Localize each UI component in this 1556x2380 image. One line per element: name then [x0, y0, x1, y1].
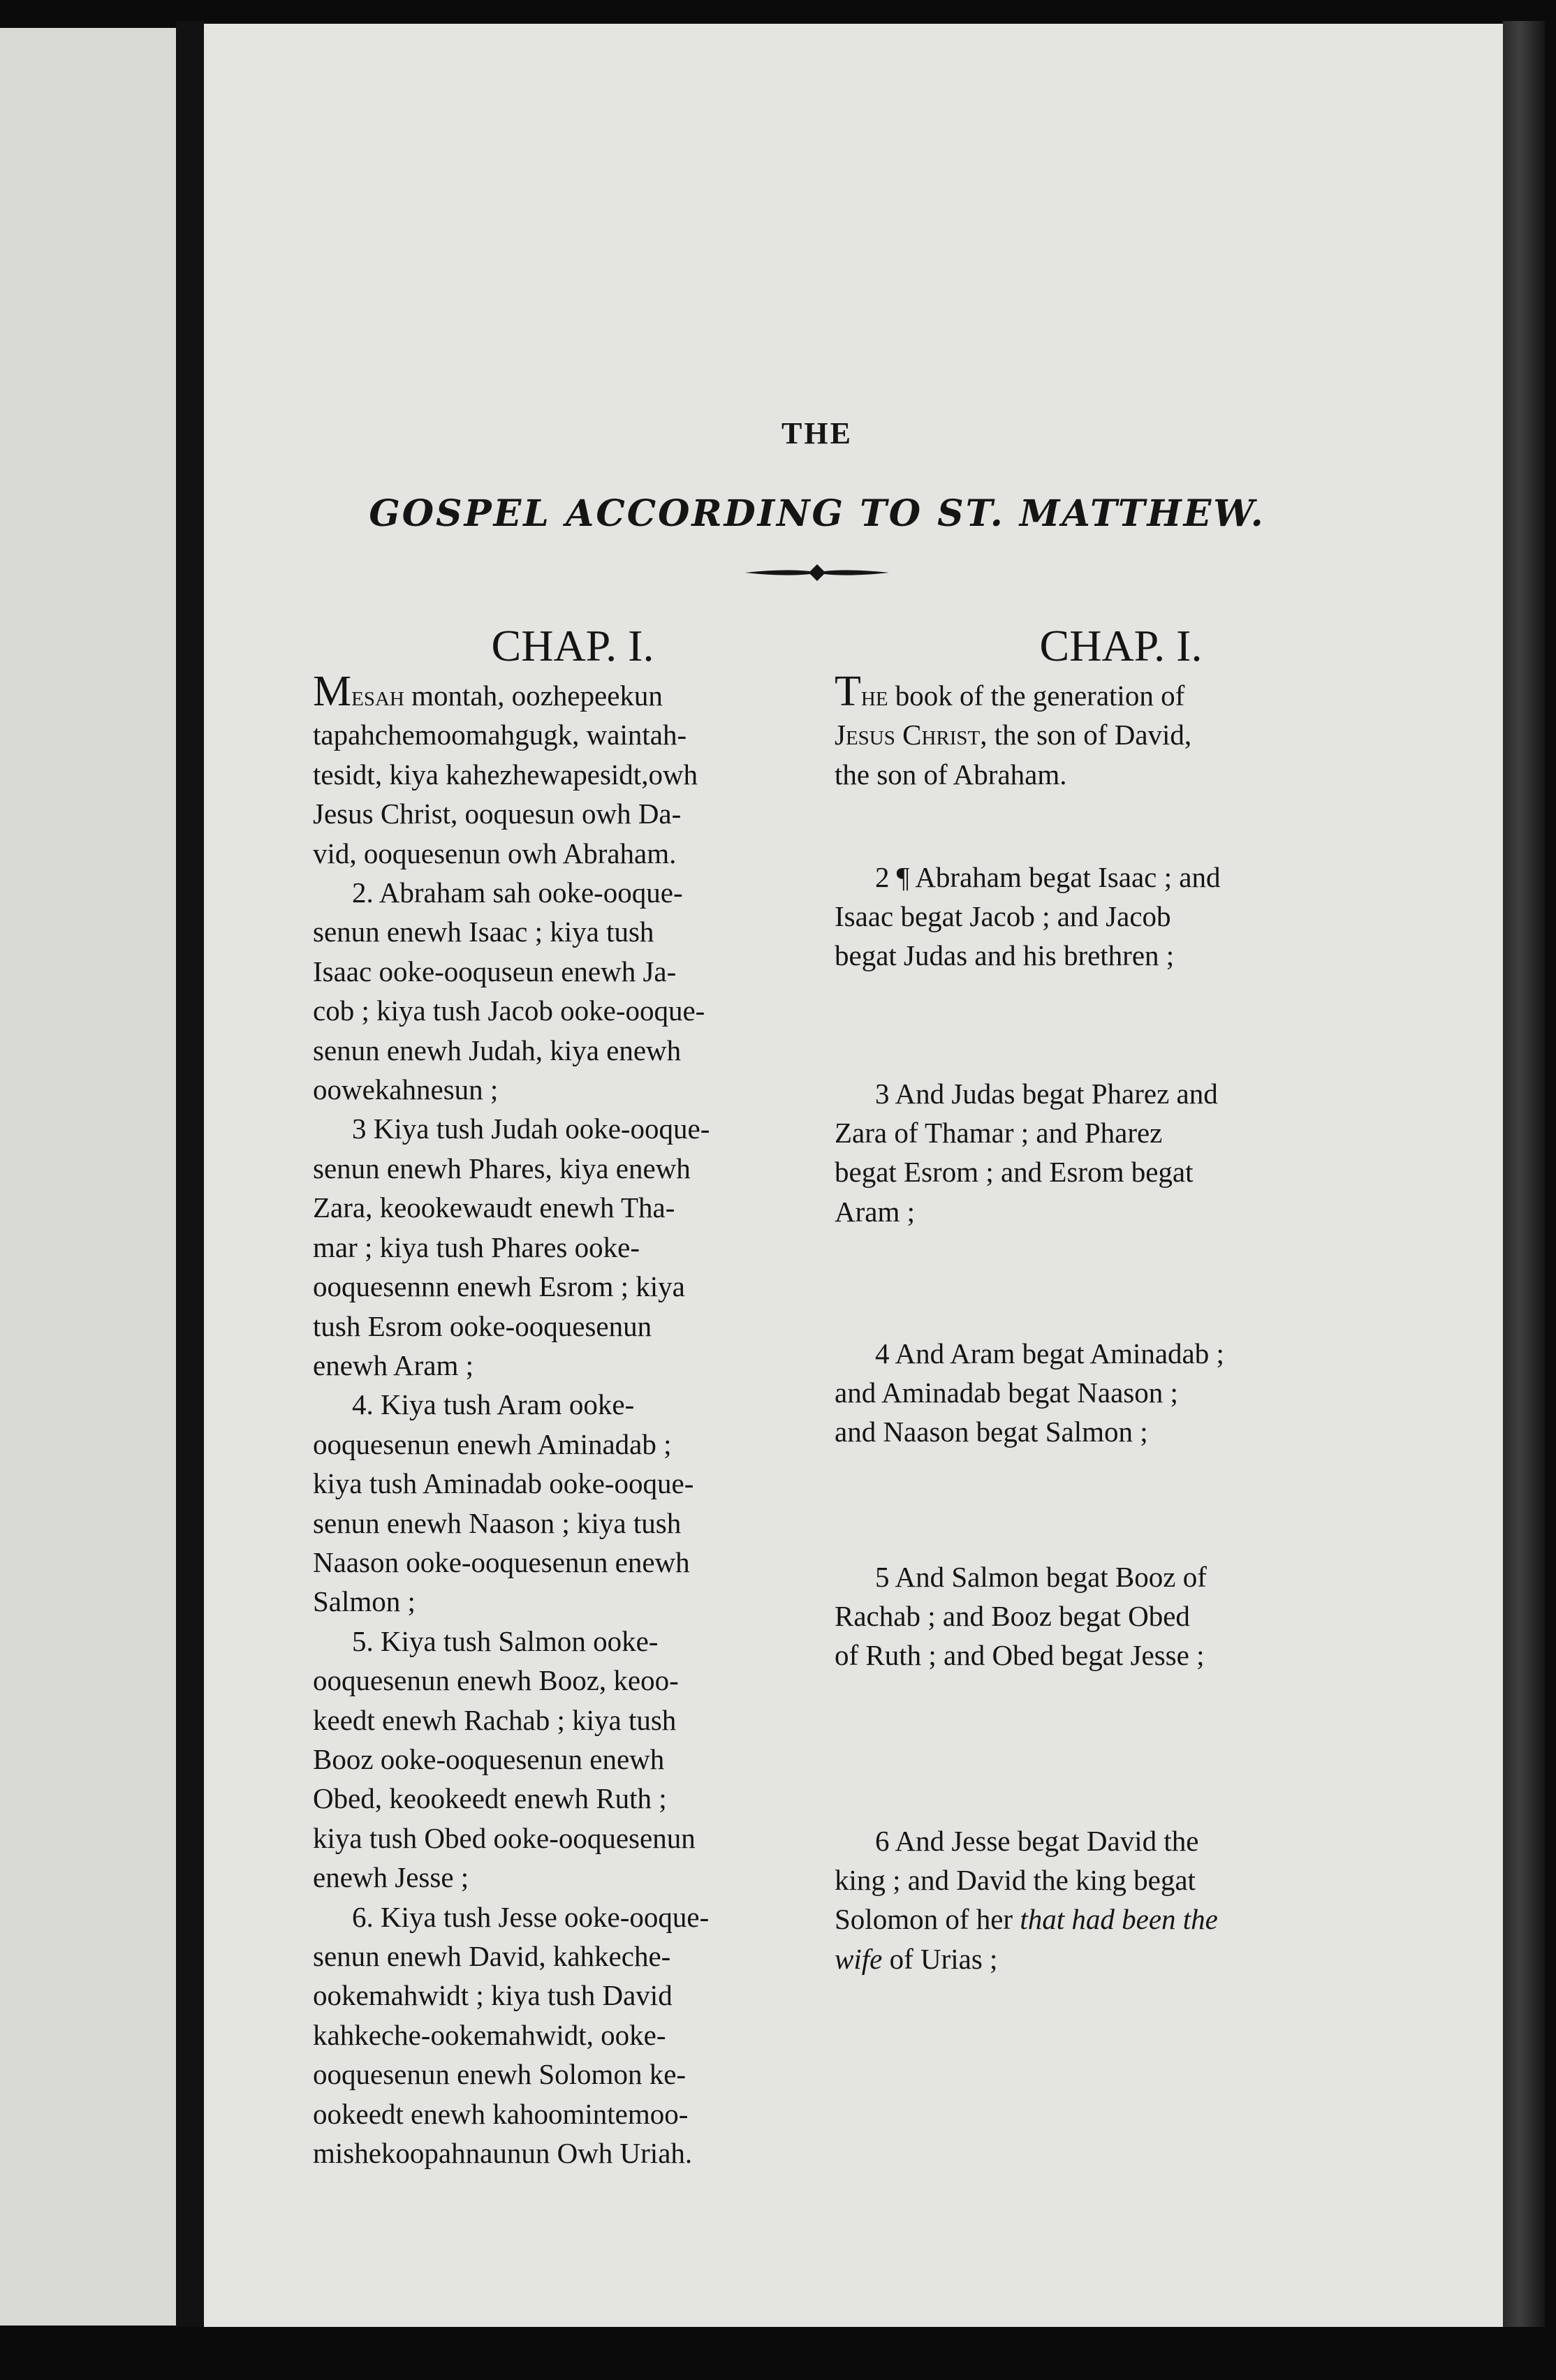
left-verse2-line: oowekahnesun ;: [313, 1073, 499, 1106]
left-verse4-line: senun enewh Naason ; kiya tush: [313, 1506, 682, 1539]
left-verse2-line: senun enewh Isaac ; kiya tush: [313, 916, 654, 948]
right-verse4: 4 And Aram begat Aminadab ;: [875, 1337, 1224, 1369]
left-verse3-line: Zara, keookewaudt enewh Tha-: [313, 1191, 675, 1224]
left-verse3-line: senun enewh Phares, kiya enewh: [313, 1152, 691, 1184]
book-gutter: [176, 21, 204, 2333]
page-right-edge: [1503, 21, 1545, 2333]
left-verse5-line: 5. Kiya tush Salmon ooke-: [352, 1624, 659, 1657]
left-verse6-line: ookeedt enewh kahoomintemoo-: [313, 2097, 689, 2130]
right-verse6: 6 And Jesse begat David the: [875, 1825, 1199, 1857]
right-verse2-cont: Isaac begat Jacob ; and Jacob begat Judas and his brethren ;: [835, 900, 1175, 972]
left-verse2-line: cob ; kiya tush Jacob ooke-ooque-: [313, 994, 705, 1027]
left-verse1-line: Jesus Christ, ooquesun owh Da-: [313, 798, 682, 830]
left-chapter-heading: CHAP. I.: [491, 621, 654, 670]
left-verse5-line: enewh Jesse ;: [313, 1861, 469, 1894]
left-verse1-line: vid, ooquesenun owh Abraham.: [313, 837, 677, 869]
left-verse6-line: ooquesenun enewh Solomon ke-: [313, 2058, 687, 2091]
left-verse2-line: senun enewh Judah, kiya enewh: [313, 1034, 682, 1066]
right-column-text: [835, 668, 1351, 1975]
left-verse4-line: 4. Kiya tush Aram ooke-: [352, 1388, 635, 1421]
right-verse5: 5 And Salmon begat Booz of: [875, 1561, 1207, 1593]
left-verse1-line1: Mesah montah, oozhepeekun: [313, 668, 663, 715]
left-verse3-line: ooquesennn enewh Esrom ; kiya: [313, 1270, 685, 1303]
left-verse6-line: senun enewh David, kahkeche-: [313, 1940, 671, 1972]
right-verse2: 2 ¶ Abraham begat Isaac ; and: [875, 861, 1221, 893]
left-verse1-line: tapahchemoomahgugk, waintah-: [313, 719, 687, 751]
left-verse5-line: Booz ooke-ooquesenun enewh: [313, 1742, 665, 1775]
right-dropcap: T: [835, 668, 861, 715]
right-verse3: 3 And Judas begat Pharez and: [875, 1078, 1218, 1110]
left-verse3-line: tush Esrom ooke-ooquesenun: [313, 1309, 652, 1342]
scan-bottom-border: [0, 2327, 1556, 2380]
left-verse5-line: Obed, keookeedt enewh Ruth ;: [313, 1782, 667, 1815]
left-verse4-line: kiya tush Aminadab ooke-ooque-: [313, 1467, 694, 1500]
left-verse4-line: Salmon ;: [313, 1585, 416, 1618]
left-verse6-line: 6. Kiya tush Jesse ooke-ooque-: [352, 1900, 710, 1933]
left-verse5-line: keedt enewh Rachab ; kiya tush: [313, 1703, 677, 1736]
right-verse6-cont: king ; and David the king begat Solomon of her that had been the wife of Urias ;: [835, 1864, 1218, 1975]
left-verse5-line: kiya tush Obed ooke-ooquesenun: [313, 1821, 696, 1854]
left-verse3-line: enewh Aram ;: [313, 1349, 474, 1381]
right-verse5-cont: Rachab ; and Booz begat Obed of Ruth ; and Obed begat Jesse ;: [835, 1600, 1205, 1672]
left-dropcap: M: [313, 668, 352, 715]
previous-page-edge: [0, 28, 176, 2326]
left-verse6-line: kahkeche-ookemahwidt, ooke-: [313, 2018, 666, 2051]
left-verse5-line: ooquesenun enewh Booz, keoo-: [313, 1664, 679, 1697]
left-verse6-line: ookemahwidt ; kiya tush David: [313, 1979, 673, 2012]
left-verse3-line: 3 Kiya tush Judah ooke-ooque-: [352, 1112, 710, 1145]
left-verse2-line: 2. Abraham sah ooke-ooque-: [352, 876, 683, 909]
left-verse6-line: mishekoopahnaunun Owh Uriah.: [313, 2137, 693, 2170]
right-verse1: The book of the generation of Jesus Christ, the son of David, the son of Abraham.: [835, 668, 1192, 791]
right-verse4-cont: and Aminadab begat Naason ; and Naason begat Salmon ;: [835, 1376, 1178, 1448]
right-chapter-heading: CHAP. I.: [1039, 621, 1203, 670]
left-verse2-line: Isaac ooke-ooquseun enewh Ja-: [313, 955, 677, 987]
left-verse3-line: mar ; kiya tush Phares ooke-: [313, 1231, 640, 1263]
right-verse3-cont: Zara of Thamar ; and Pharez begat Esrom ; and Esrom begat Aram ;: [835, 1117, 1194, 1228]
heading-the: THE: [781, 416, 853, 450]
heading-gospel-title: GOSPEL ACCORDING TO ST. MATTHEW.: [369, 492, 1265, 535]
ornament-rule: [744, 559, 890, 587]
left-verse1-line: tesidt, kiya kahezhewapesidt,owh: [313, 758, 698, 791]
left-column-text: [313, 668, 823, 2173]
left-verse4-line: ooquesenun enewh Aminadab ;: [313, 1427, 672, 1460]
left-verse4-line: Naason ooke-ooquesenun enewh: [313, 1545, 690, 1578]
